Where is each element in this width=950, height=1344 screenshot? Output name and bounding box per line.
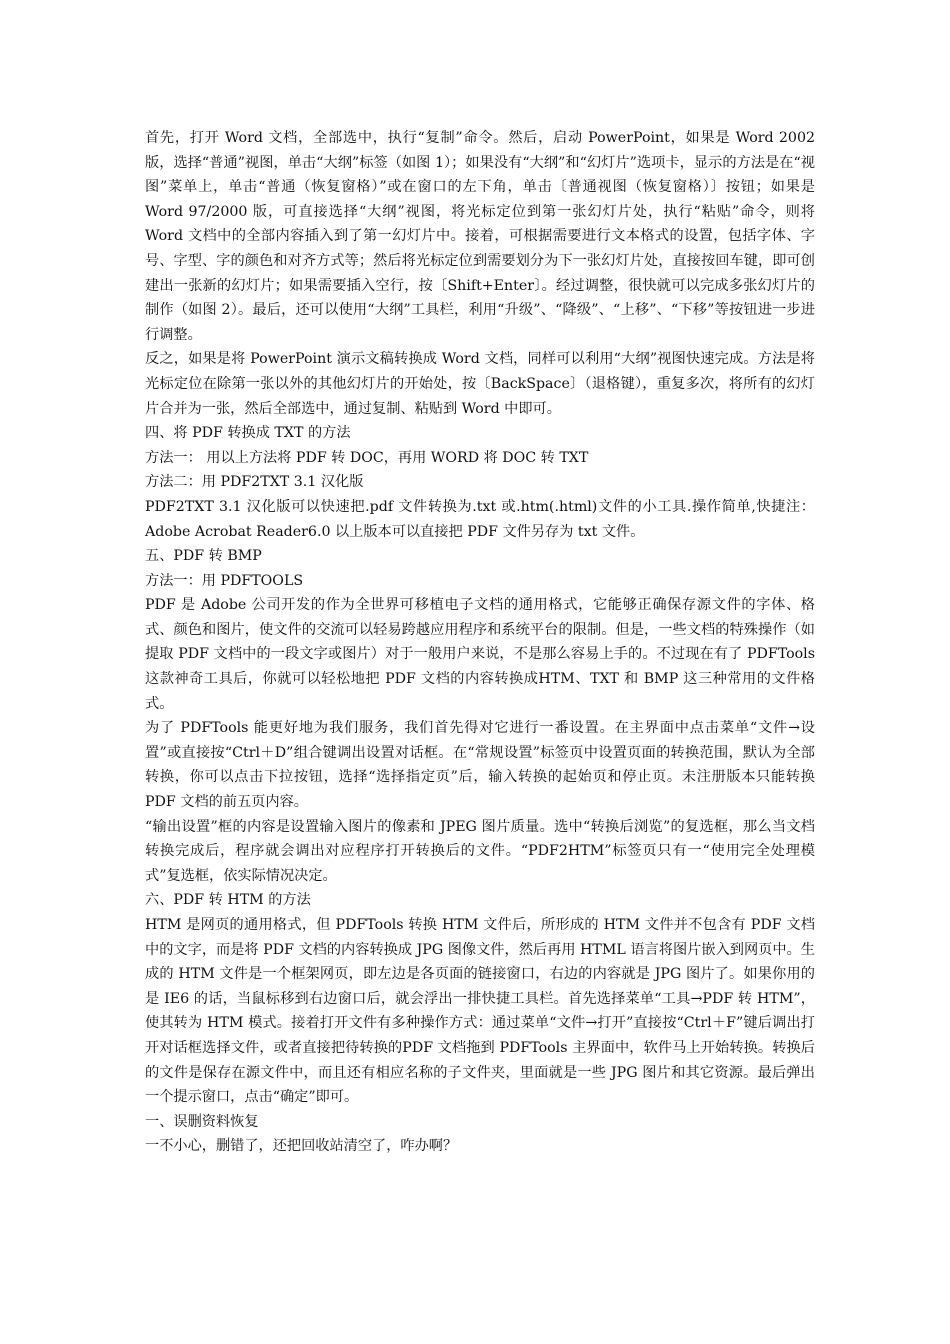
paragraph-pdftools-settings: 为了 PDFTools 能更好地为我们服务，我们首先得对它进行一番设置。在主界面中点击菜单“文件→设置”或直接按“Ctrl＋D”组合键调出设置对话框。在“常规设置”标签页中设置页面的转换范围，默认为全部转换，你可以点击下拉按钮，选择“选择指定页”后，输入转换的起始页和停止页。未注册版本只能转换 PDF 文档的前五页内容。 bbox=[145, 720, 815, 811]
heading-pdf-to-txt: 四、将 PDF 转换成 TXT 的方法 bbox=[145, 425, 351, 442]
paragraph-output-settings: “输出设置”框的内容是设置输入图片的像素和 JPEG 图片质量。选中“转换后浏览”的复选框，那么当文档转换完成后，程序就会调出对应程序打开转换后的文件。“PDF2HTM”标签页只有一“使用完全处理模式”复选框，依实际情况决定。 bbox=[145, 818, 815, 884]
heading-pdf-to-htm: 六、PDF 转 HTM 的方法 bbox=[145, 892, 311, 909]
paragraph-method-one: 方法一： 用以上方法将 PDF 转 DOC，再用 WORD 将 DOC 转 TXT bbox=[145, 449, 589, 466]
paragraph-pdf2txt-note: PDF2TXT 3.1 汉化版可以快速把.pdf 文件转换为.txt 或.htm(.html)文件的小工具.操作简单,快捷注：Adobe Acrobat Reader6.0 以上版本可以直接把 PDF 文件另存为 txt 文件。 bbox=[145, 498, 815, 540]
heading-pdf-to-bmp: 五、PDF 转 BMP bbox=[145, 548, 262, 565]
paragraph-pdf-intro: PDF 是 Adobe 公司开发的作为全世界可移植电子文档的通用格式，它能够正确保存源文件的字体、格式、颜色和图片，使文件的交流可以轻易跨越应用程序和系统平台的限制。但是，一些文档的特殊操作（如提取 PDF 文档中的一段文字或图片）对于一般用户来说，不是那么容易上手的。不过现在有了 PDFTools 这款神奇工具后，你就可以轻松地把 PDF 文档的内容转换成HTM、TXT 和 BMP 这三种常用的文件格式。 bbox=[145, 597, 815, 712]
paragraph-word-to-ppt: 首先，打开 Word 文档，全部选中，执行“复制”命令。然后，启动 PowerPoint，如果是 Word 2002 版，选择“普通”视图，单击“大纲”标签（如图 1）；如果没有“大纲”和“幻灯片”选项卡，显示的方法是在“视图”菜单上，单击“普通（恢复窗格）”或在窗口的左下角，单击〔普通视图（恢复窗格）〕按钮；如果是 Word 97/2000 版，可直接选择“大纲”视图，将光标定位到第一张幻灯片处，执行“粘贴”命令，则将 Word 文档中的全部内容插入到了第一幻灯片中。接着，可根据需要进行文本格式的设置，包括字体、字号、字型、字的颜色和对齐方式等；然后将光标定位到需要划分为下一张幻灯片处，直接按回车键，即可创建出一张新的幻灯片；如果需要插入空行，按〔Shift+Enter〕。经过调整，很快就可以完成多张幻灯片的制作（如图 2）。最后，还可以使用“大纲”工具栏，利用“升级”、“降级”、“上移”、“下移”等按钮进一步进行调整。 bbox=[145, 130, 815, 343]
paragraph-htm-conversion: HTM 是网页的通用格式，但 PDFTools 转换 HTM 文件后，所形成的 HTM 文件并不包含有 PDF 文档中的文字，而是将 PDF 文档的内容转换成 JPG 图像文件，然后再用 HTML 语言将图片嵌入到网页中。生成的 HTM 文件是一个框架网页，即左边是各页面的链接窗口，右边的内容就是 JPG 图片了。如果你用的是 IE6 的话，当鼠标移到右边窗口后，就会浮出一排快捷工具栏。首先选择菜单“工具→PDF 转 HTM”，使其转为 HTM 模式。接着打开文件有多种操作方式：通过菜单“文件→打开”直接按“Ctrl＋F”键后调出打开对话框选择文件，或者直接把待转换的PDF 文档拖到 PDFTools 主界面中，软件马上开始转换。转换后的文件是保存在源文件中，而且还有相应名称的子文件夹，里面就是一些 JPG 图片和其它资源。最后弹出一个提示窗口，点击“确定”即可。 bbox=[145, 917, 815, 1106]
heading-data-recovery: 一、误删资料恢复 bbox=[145, 1113, 259, 1130]
document-body bbox=[145, 126, 815, 1159]
paragraph-recovery-question: 一不小心，删错了，还把回收站清空了，咋办啊？ bbox=[145, 1138, 458, 1155]
paragraph-pdftools-method: 方法一：用 PDFTOOLS bbox=[145, 572, 304, 589]
paragraph-ppt-to-word: 反之，如果是将 PowerPoint 演示文稿转换成 Word 文档，同样可以利用“大纲”视图快速完成。方法是将光标定位在除第一张以外的其他幻灯片的开始处，按〔BackSpace〕（退格键），重复多次，将所有的幻灯片合并为一张，然后全部选中，通过复制、粘贴到 Word 中即可。 bbox=[145, 351, 815, 417]
paragraph-method-two: 方法二：用 PDF2TXT 3.1 汉化版 bbox=[145, 474, 364, 491]
